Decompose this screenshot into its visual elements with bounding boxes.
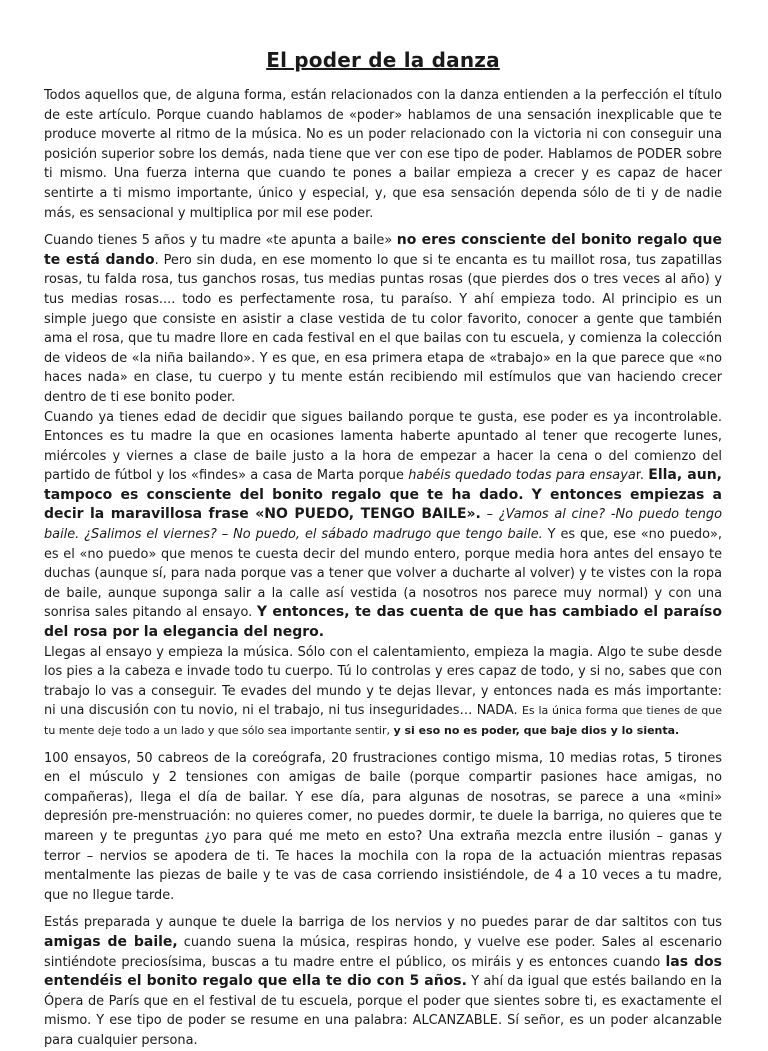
p6-text-e: Y ahí da igual que estés bailando en la Ópera de París que en el festival de tu escuela, porque el poder que sientes sobre ti, es exactamente el mismo. Y ese tipo de poder se resume en una palabra: ALCANZABLE. Sí señor, es un poder alcanzable para cualquier persona. (44, 974, 722, 1048)
paragraph-4 (44, 643, 722, 741)
p6-text-a: Estás preparada y aunque te duele la barriga de los nervios y no puedes parar de dar saltitos con tus (44, 915, 722, 931)
paragraph-1: Todos aquellos que, de alguna forma, están relacionados con la danza entienden a la perfección el título de este artículo. Porque cuando hablamos de «poder» hablamos de una sensación inexplicable que te produce moverte al ritmo de la música. No es un poder relacionado con la victoria ni con conseguir una posición superior sobre los demás, nada tiene que ver con ese tipo de poder. Hablamos de PODER sobre ti mismo. Una fuerza interna que cuando te pones a bailar empieza a crecer y es capaz de hacer sentirte a ti mismo importante, único y especial, y, que esa sensación dependa sólo de ti y de nadie más, es sensacional y multiplica por mil ese poder. (44, 88, 722, 221)
paragraph-3 (44, 408, 722, 643)
paragraph-6 (44, 913, 722, 1050)
p3-text-c: r. (635, 468, 649, 484)
p2-text-c: . Pero sin duda, en ese momento lo que si te encanta es tu maillot rosa, tus zapatillas rosas, tu falda rosa, tus ganchos rosas, tus medias puntas rosas (que pierdes dos o tres veces al año) y tus medias rosas.... todo es perfectamente rosa, tu paraíso. Y ahí empieza todo. Al principio es un simple juego que consiste en asistir a clase vestida de tu color favorito, conocer a gente que también ama el rosa, que tu madre llore en cada festival en el que bailas con tu escuela, y comienza la colección de videos de «la niña bailando». Y es que, en esa primera etapa de «trabajo» en la que parece que «no haces nada» en clase, tu cuerpo y tu mente están recibiendo mil estímulos que van haciendo crecer dentro de ti ese bonito poder. (44, 252, 722, 405)
p3-italic-b: habéis quedado todas para ensaya (408, 468, 636, 484)
p4-text-a: Llegas al ensayo y empieza la música. Sólo con el calentamiento, empieza la magia. Algo te sube desde los pies a la cabeza e invade todo tu cuerpo. Tú lo controlas y eres capaz de todo, y si no, sabes que con trabajo lo vas a conseguir. Te evades del mundo y te dejas llevar, y entonces nada es más importante: ni una discusión con tu novio, ni el trabajo, ni tus inseguridades… NADA. (44, 644, 722, 719)
p3-text-e: – (480, 507, 499, 523)
p2-text-a: Cuando tienes 5 años y tu madre «te apunta a baile» (44, 233, 397, 249)
p3-italic-f: ¿Vamos al cine? -No puedo tengo baile. ¿Salimos el viernes? – No puedo, el sábado madrugo que tengo baile. (44, 507, 722, 543)
paragraph-5: 100 ensayos, 50 cabreos de la coreógrafa, 20 frustraciones contigo misma, 10 medias rotas, 5 tirones en el músculo y 2 tensiones con amigas de baile (porque compartir pasiones hace amigas, no compañeras), llega el día de bailar. Y ese día, para algunas de nosotras, se parece a una «mini» depresión pre-menstruación: no quieres comer, no puedes dormir, te duele la barriga, no quieres que te mareen y te preguntas ¿yo para qué me meto en esto? Una extraña mezcla entre ilusión – ganas y terror – nervios se apodera de ti. Te haces la mochila con la ropa de la actuación mientras repasas mentalmente las piezas de baile y te vas de casa corriendo insistiéndole, de 4 a 10 veces a tu madre, que no llegue tarde. (44, 750, 722, 903)
p3-text-a: Cuando ya tienes edad de decidir que sigues bailando porque te gusta, ese poder es ya incontrolable. Entonces es tu madre la que en ocasiones lamenta haberte apuntado al tener que recogerte lunes, miércoles y viernes a clase de baile justo a la hora de empezar a hacer la cena o del comienzo del partido de fútbol y los «findes» a casa de Marta porque (44, 409, 722, 484)
p4-small-b: Es la única forma que tienes de que tu mente deje todo a un lado y que sólo sea importante sentir, (44, 704, 722, 737)
p2-bold: no eres consciente del bonito regalo que te está dando (44, 232, 722, 268)
article-title: El poder de la danza (266, 48, 500, 72)
paragraph-2 (44, 231, 722, 407)
p3-bold-d: Ella, aun, tampoco es consciente del bonito regalo que te ha dado. Y entonces empiezas a decir la maravillosa frase «NO PUEDO, TENGO BAILE». (44, 467, 722, 523)
p3-bold-h: Y entonces, te das cuenta de que has cambiado el paraíso del rosa por la elegancia del negro. (44, 604, 723, 641)
p4-bold-c: y si eso no es poder, que baje dios y lo sienta. (393, 724, 680, 737)
p6-bold-d: las dos entendéis el bonito regalo que ella te dio con 5 años. (44, 953, 722, 990)
p6-text-c: cuando suena la música, respiras hondo, y vuelve ese poder. Sales al escenario sintiéndote preciosísima, buscas a tu madre entre el público, os miráis y es entonces cuando (44, 934, 723, 970)
p3-text-g: Y es que, ese «no puedo», es el «no puedo» que menos te cuesta decir del mundo entero, porque media hora antes del ensayo te duchas (aunque sí, para nada porque vas a tener que volver a ducharte al volver) y te vistes con la ropa de baile, aunque suponga salir a la calle así vestida (a nosotros nos parece muy normal) y con una sonrisa sales pitando al ensayo. (44, 527, 722, 621)
article (44, 48, 722, 1051)
p6-bold-b: amigas de baile, (44, 933, 178, 950)
